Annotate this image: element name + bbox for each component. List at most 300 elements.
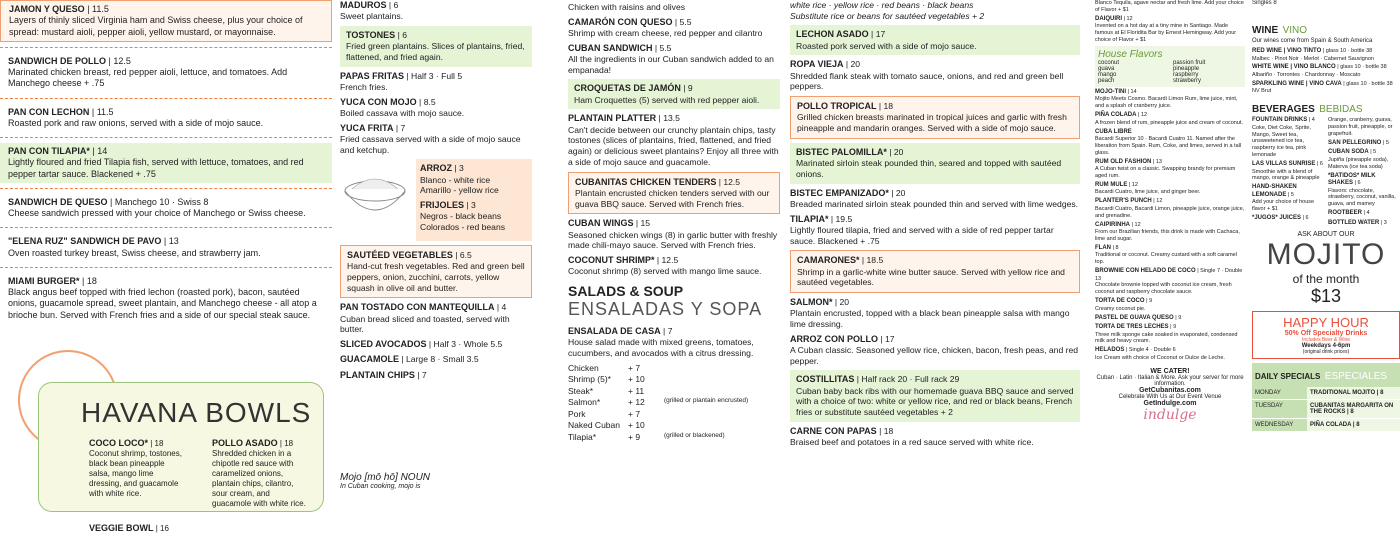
menu-item: COCO LOCO* | 18 Coconut shrimp, tostones, black bean pineapple salsa, mango lime dressing, and guacamole with white rice. (81, 435, 192, 512)
menu-item: LAS VILLAS SUNRISE | 6 Smoothie with a blend of mango, orange & pineapple (1252, 161, 1323, 182)
flavor-list (1098, 60, 1242, 84)
rice-beans-section (340, 159, 532, 240)
menu-item: COSTILLITAS | Half rack 20 · Full rack 29 Cuban baby back ribs with our homemade guava BBQ sauce and served with a choice of two: white or yellow rice, and red or black beans, French fries or substitute sautéed vegetables + 2 (790, 370, 1080, 421)
item-price: 18 (86, 275, 97, 286)
menu-item: BROWNIE CON HELADO DE COCO | Single 7 · Double 13 Chocolate brownie topped with coconut ice cream, fresh coconut and raspberry chocolate sauce. (1095, 268, 1245, 296)
menu-item: WHITE WINE | VINO BLANCO | glass 10 · bottle 38 Albariño · Torrontes · Chardonnay · Moscato (1252, 64, 1400, 78)
salads-subtitle: ENSALADAS Y SOPA (568, 299, 763, 320)
menu-item: SAN PELLEGRINO | 5 (1328, 139, 1389, 146)
item-name: PAN CON TILAPIA* (8, 146, 90, 156)
rice-bowl-illustration-icon (340, 159, 410, 229)
menu-item: CROQUETAS DE JAMÓN | 9 Ham Croquettes (5) served with red pepper aioli. (568, 79, 780, 109)
item-name: CAMARÓN CON QUESO (568, 16, 673, 27)
item-name: FOUNTAIN DRINKS (1252, 117, 1308, 124)
item-desc: Mojito Meets Cosmo. Bacardi Limon Rum, lime juice, mint, and a splash of cranberry juice. (1095, 96, 1238, 110)
item-name: TOSTONES (346, 29, 396, 40)
item-price: 6 (1357, 180, 1361, 186)
item-price: 5 (1385, 139, 1389, 146)
item-price: 11.5 (92, 4, 109, 14)
item-name: ARROZ CON POLLO (790, 333, 878, 344)
item-desc: Sweet plantains. (340, 11, 404, 22)
item-price: 9 (1149, 298, 1153, 305)
item-name: BISTEC PALOMILLA* (796, 146, 887, 157)
divider (0, 188, 332, 189)
item-name: SAN PELLEGRINO (1328, 139, 1382, 146)
item-name: *JUGOS* JUICES (1252, 215, 1302, 221)
item-price: 5 (1373, 149, 1377, 156)
havana-bowls-box (38, 382, 324, 534)
item-price: 5 (1290, 191, 1294, 198)
special-row (1252, 387, 1400, 400)
indulge-logo: indulge (1143, 406, 1197, 423)
item-desc: Cuban bread sliced and toasted, served with butter. (340, 313, 510, 335)
menu-item: CARNE CON PAPAS | 18 Braised beef and potatoes in a red sauce served with white rice. (790, 426, 1080, 448)
item-price: 6 (393, 0, 399, 10)
divider (0, 227, 332, 228)
item-name: CAMARONES* (797, 255, 860, 266)
sandwich-list (0, 0, 332, 324)
item-name: POLLO TROPICAL (797, 101, 877, 112)
flavor-item: pineapple (1173, 65, 1200, 72)
item-desc: Plantain encrusted chicken tenders served with our guava BBQ sauce. Served with French fries. (575, 187, 770, 209)
item-name: BROWNIE CON HELADO DE COCO (1095, 268, 1196, 274)
item-name: CROQUETAS DE JAMÓN (574, 83, 681, 94)
menu-item: MADUROS | 6 Sweet plantains. (340, 0, 532, 22)
item-name: PAPAS FRITAS (340, 70, 405, 81)
item-desc: Smoothie with a blend of mango, orange & pineapple (1252, 168, 1320, 182)
divider (0, 267, 332, 268)
item-price: 13 (168, 236, 179, 247)
addon-label: Steak* (568, 385, 594, 396)
sides-options: white rice · yellow rice · red beans · black beans (790, 0, 974, 10)
menu-item: PLANTAIN PLATTER | 13.5 Can't decide between our crunchy plantain chips, tasty tostones (slices of plantains, fried, flattened, and fried again) or delicious sweet plantains? Enjoy all three with a side of mojo sauce and guacamole. (568, 113, 779, 167)
item-name: PAN CON LECHON (8, 106, 90, 117)
menu-item: ROPA VIEJA | 20 Shredded flank steak with tomato sauce, onions, and red and green bell peppers. (790, 59, 1080, 92)
item-name: YUCA FRITA (340, 122, 394, 133)
item-name: CAIPIRINHA (1095, 221, 1131, 228)
flavor-item: guava (1098, 65, 1115, 72)
menu-item: LECHON ASADO | 17 Roasted pork served with a side of mojo sauce. (790, 25, 1080, 55)
menu-column-wine-beverages (1252, 0, 1400, 500)
item-price: 20 (895, 187, 906, 198)
menu-item: PAN CON LECHON | 11.5 Roasted pork and raw onions, served with a side of mojo sauce. (0, 104, 332, 133)
menu-item: PASTEL DE GUAVA QUESO | 9 (1095, 314, 1182, 321)
item-desc: Coconut shrimp, tostones, black bean pineapple salsa, mango lime dressing, and guacamole with white rice. (89, 449, 182, 499)
item-name: BISTEC EMPANIZADO* (790, 187, 889, 198)
menu-item: CAMARONES* | 18.5 Shrimp in a garlic-white wine butter sauce. Served with yellow rice and sautéed vegetables. (790, 250, 1080, 293)
item-name: ROPA VIEJA (790, 59, 844, 70)
item-desc: Grilled chicken breasts marinated in tropical juices and garlic with fresh pineapple and mandarin oranges. Served with a side of mojo sauce. (797, 112, 1067, 134)
item-desc: Shrimp with cream cheese, red pepper and cilantro (568, 27, 763, 38)
item-name: CARNE CON PAPAS (790, 425, 877, 436)
item-desc: Breaded marinated sirloin steak pounded thin and served with lime wedges. (790, 198, 1079, 209)
salads-title: SALADS & SOUP (568, 283, 684, 300)
menu-item: MIAMI BURGER* | 18 Black angus beef topped with fried lechon (roasted pork), bacon, sautéed onions, guacamole spread, sweet plantain, and Manchego cheese - all atop a brioche bun. Served with French fries and a side of our special steak sauce. (0, 273, 332, 324)
special-value: CUBANITAS MARGARITA ON THE ROCKS | 8 (1307, 400, 1400, 418)
singles-note: Singles 8 (1252, 0, 1277, 6)
arroz-item: ARROZ | 3 Blanco - white rice Amarillo - yellow rice (420, 163, 499, 196)
mojito-promo: ASK ABOUT OUR MOJITO of the month $13 (1266, 231, 1386, 307)
addon-label: Pork (568, 408, 586, 419)
item-name: "ELENA RUZ" SANDWICH DE PAVO (8, 236, 162, 247)
item-name: COCONUT SHRIMP* (568, 255, 655, 266)
item-price: 5.5 (679, 16, 692, 27)
menu-item: GUACAMOLE | Large 8 · Small 3.5 (340, 354, 479, 365)
item-name: PLANTAIN PLATTER (568, 113, 657, 124)
addon-row (568, 409, 780, 420)
menu-column-entrees (790, 0, 1080, 500)
item-desc: Blanco Tequila, agave nectar and fresh lime. Add your choice of Flavor + $1 (1095, 0, 1244, 13)
item-name: SALMON* (790, 297, 833, 308)
item-desc: From our Brazilian friends, this drink is made with Cachaca, lime and sugar. (1095, 229, 1240, 242)
menu-item: SALMON* | 20 Plantain encrusted, topped with a black bean pineapple salsa with mango lime dressing. (790, 297, 1080, 330)
item-name: COSTILLITAS (796, 374, 855, 385)
item-name: MADUROS (340, 0, 387, 10)
item-desc: Seasoned chicken wings (8) in garlic butter with freshly made chili-mayo sauce. Served with French fries. (568, 229, 778, 251)
cocktail-list (1095, 0, 1245, 44)
item-price: Half rack 20 · Full rack 29 (861, 374, 960, 385)
item-price: 14 (97, 146, 108, 156)
menu-item: BISTEC PALOMILLA* | 20 Marinated sirloin steak pounded thin, seared and topped with sautéed onions. (790, 143, 1080, 184)
addon-label: Naked Cuban (568, 420, 620, 431)
item-name: TILAPIA* (790, 213, 829, 224)
item-price: 18 (284, 439, 294, 448)
item-name: MOJO-TINI (1095, 88, 1126, 95)
menu-item: POLLO ASADO | 18 Shredded chicken in a chipotle red sauce with caramelized onions, plantain chips, cilantro, sour cream, and guacamole with white rice. (212, 438, 306, 509)
menu-item: SANDWICH DE POLLO | 12.5 Marinated chicken breast, red pepper aioli, lettuce, and tomatoes. Add Manchego cheese + .75 (0, 53, 332, 93)
menu-item: POLLO TROPICAL | 18 Grilled chicken breasts marinated in tropical juices and garlic with fresh pineapple and mandarin oranges. Served with a side of mojo sauce. (790, 96, 1080, 139)
menu-item: BISTEC EMPANIZADO* | 20 Breaded marinated sirloin steak pounded thin and served with lime wedges. (790, 187, 1079, 209)
item-desc: Cheese sandwich pressed with your choice of Manchego or Swiss cheese. (8, 208, 306, 218)
addon-note: (grilled or blackened) (664, 431, 725, 439)
addon-row (568, 386, 780, 397)
menu-column-sides (340, 0, 532, 500)
menu-item: PAN CON TILAPIA* | 14 Lightly floured and fried Tilapia fish, served with lettuce, tomatoes, and red pepper tartar sauce. Blackened + .75 (0, 143, 332, 183)
item-name: RUM MULE (1095, 181, 1128, 188)
menu-item: PLANTER'S PUNCH | 12 Bacardi Cuatro, Bacardi Limon, pineapple juice, orange juice, and grenadine. (1095, 198, 1245, 219)
item-desc: Orange, cranberry, guava, passion fruit, pineapple, or grapefruit. (1328, 117, 1393, 137)
menu-item: CAMARÓN CON QUESO | 5.5 Shrimp with cream cheese, red pepper and cilantro (568, 17, 780, 39)
item-desc: Shredded chicken in a chipotle red sauce with caramelized onions, plantain chips, cilantro, sour cream, and guacamole with white rice. (212, 449, 306, 509)
item-desc: Marinated sirloin steak pounded thin, seared and topped with sautéed onions. (796, 158, 1062, 179)
menu-column-sandwiches (0, 0, 332, 534)
item-desc: Shredded flank steak with tomato sauce, onions, and red and green bell peppers. (790, 70, 1064, 92)
menu-item: CUBAN SODA | 5 Jupiña (pineapple soda), Materva (ice tea soda) (1328, 149, 1400, 170)
item-desc: A Cuban classic. Seasoned yellow rice, chicken, bacon, fresh peas, and red pepper. (790, 345, 1079, 366)
daily-specials-header: DAILY SPECIALS ESPECIALES (1252, 363, 1400, 387)
item-desc: All the ingredients in our Cuban sandwich added to an empanada! (568, 53, 774, 75)
menu-item: *JUGOS* JUICES | 6 Orange, cranberry, guava, passion fruit, pineapple, or grapefruit. (1252, 117, 1400, 227)
addon-row (568, 432, 780, 443)
item-desc: Traditional or coconut. Creamy custard with a soft caramel top. (1095, 252, 1237, 266)
menu-item: TORTA DE TRES LECHES | 9 Three milk sponge cake soaked in evaporated, condensed milk and heavy cream. (1095, 324, 1245, 345)
item-price: 4 (1311, 117, 1315, 124)
item-desc: A Cuban twist on a classic. Swapping brandy for premium aged rum. (1095, 166, 1236, 179)
addon-row (568, 397, 780, 408)
item-price: 19.5 (835, 213, 853, 224)
item-name: SANDWICH DE QUESO (8, 196, 108, 207)
addon-price: + 10 (628, 374, 645, 385)
item-name: RED WINE | VINO TINTO (1252, 48, 1322, 54)
addon-label: Chicken (568, 362, 599, 373)
house-flavors-box: House Flavors coconut guava mango peach passion fruit pineapple raspberry strawberry (1095, 46, 1245, 87)
item-name: ROOTBEER (1328, 210, 1363, 217)
menu-item: CUBAN SANDWICH | 5.5 All the ingredients in our Cuban sandwich added to an empanada! (568, 43, 780, 76)
wine-list (1252, 48, 1400, 95)
item-desc: Bacardi Cuatro, lime juice, and ginger beer. (1095, 189, 1201, 196)
item-desc: Coconut shrimp (8) served with mango lime sauce. (568, 266, 762, 277)
menu-item: PAPAS FRITAS | Half 3 · Full 5 French fries. (340, 71, 532, 93)
item-name: JAMON Y QUESO (9, 4, 85, 14)
item-desc: Malbec · Pinot Noir · Merlot · Cabernet Sauvignon (1252, 55, 1374, 62)
item-name: CUBAN SODA (1328, 149, 1369, 156)
item-name: CUBAN SANDWICH (568, 42, 653, 53)
divider (0, 98, 332, 99)
addon-label: Salmon* (568, 397, 601, 408)
menu-item: ARROZ CON POLLO | 17 A Cuban classic. Seasoned yellow rice, chicken, bacon, fresh peas, and red pepper. (790, 333, 1079, 366)
item-price: Single 4 · Double 6 (1128, 347, 1176, 354)
menu-item: VEGGIE BOWL | 16 (89, 523, 169, 534)
menu-item: HAND-SHAKEN LEMONADE | 5 Add your choice of house flavor + $1 (1252, 184, 1324, 213)
havana-bowls-title: HAVANA BOWLS (81, 397, 312, 428)
wine-section: WINE VINO Our wines come from Spain & South America RED WINE | VINO TINTO | glass 10 · bottle 38 Malbec · Pinot Noir · Merlot · Cabernet Sauvignon WHITE WINE | VINO BLANCO | glass 10 · bottle 38 Albariño · Torrontes · Chardonnay · Moscato SPARKLING WINE | VINO CAVA | glass 10 · bottle 38 NV Brut (1252, 20, 1400, 96)
menu-item: JAMON Y QUESO | 11.5 Layers of thinly sliced Virginia ham and Swiss cheese, plus your choice of spread: mustard aioli, pepper aioli, yellow mustard, or mayonnaise. (0, 0, 332, 42)
beverage-list (1252, 117, 1400, 227)
item-desc: Coke, Diet Coke, Sprite, Mango, Sweet tea, unsweetened ice tea, raspberry ice tea, pink lemonade (1252, 124, 1311, 159)
beverages-section: BEVERAGES BEBIDAS FOUNTAIN DRINKS | 4 Coke, Diet Coke, Sprite, Mango, Sweet tea, unsweetened ice tea, raspberry ice tea, pink lemonade LAS VILLAS SUNRISE | 6 Smoothie with a blend of mango, orange & pineapple HAND-SHAKEN LEMONADE | 5 Add your choice of house flavor + $1 *JUGOS* JUICES | 6 Orange, cranberry, guava, passion fruit, pineapple, or grapefruit. SAN PELLEGRINO | 5 CUBAN SODA | 5 Jupiña (pineapple soda), Materva (ice tea soda) *BATIDOS* MILK SHAKES | 6 Flavors: chocolate, strawberry, coconut, vanilla, guava, and mamey ROOTBEER | 4 BOTTLED WATER | 3 (1252, 99, 1400, 227)
item-name: *BATIDOS* MILK SHAKES (1328, 172, 1376, 186)
menu-item (1095, 0, 1245, 14)
menu-column-drinks-desserts (1095, 0, 1245, 500)
item-price: 17 (885, 333, 895, 344)
item-price: 4 (501, 302, 507, 313)
item-name: SPARKLING WINE | VINO CAVA (1252, 80, 1342, 87)
catering-section: WE CATER! Cuban · Latin · Italian & More. Ask your server for more information. GetCubanitas.com Celebrate With Us at Our Event Venue GetIndulge.com indulge (1096, 367, 1244, 423)
addon-label: Tilapia* (568, 431, 597, 442)
special-day: WEDNESDAY (1252, 419, 1307, 431)
item-desc: Three milk sponge cake soaked in evaporated, condensed milk and heavy cream. (1095, 331, 1238, 345)
item-price: 5.5 (659, 42, 672, 53)
addon-price: + 12 (628, 397, 645, 408)
item-price: 11.5 (96, 106, 114, 117)
item-name: PIÑA COLADA (1095, 112, 1137, 119)
item-price: Large 8 · Small 3.5 (406, 354, 479, 365)
menu-item: MOJO-TINI | 14 Mojito Meets Cosmo. Bacardi Limon Rum, lime juice, mint, and a splash of cranberry juice. (1095, 89, 1245, 110)
item-name: PAN TOSTADO CON MANTEQUILLA (340, 302, 495, 313)
special-day: TUESDAY (1252, 400, 1307, 418)
item-price: 12 (1140, 112, 1148, 119)
item-price: 4 (1366, 210, 1370, 217)
item-name: CUBA LIBRE (1095, 128, 1132, 135)
daily-specials-list (1252, 387, 1400, 432)
item-name: POLLO ASADO (212, 438, 278, 448)
addon-row (568, 374, 780, 385)
item-name: RUM OLD FASHION (1095, 158, 1152, 165)
menu-item: BOTTLED WATER | 3 (1328, 219, 1387, 226)
addon-price: + 7 (628, 362, 641, 373)
item-desc: A frozen blend of rum, pineapple juice and cream of coconut. (1095, 119, 1243, 126)
item-name: CUBAN WINGS (568, 218, 634, 229)
flavor-item: peach (1098, 77, 1115, 84)
item-price: 7 (400, 122, 406, 133)
item-price: 13.5 (663, 113, 680, 124)
item-price: 17 (875, 29, 886, 40)
item-desc: Black angus beef topped with fried lechon (roasted pork), bacon, sautéed onions, guacamole spread, sweet plantain, and Manchego cheese - all atop a brioche bun. Served with French fries and a side of our special steak sauce. (8, 287, 317, 320)
item-price: Half 3 · Full 5 (411, 70, 463, 81)
addon-price: + 9 (628, 431, 641, 442)
item-desc: Can't decide between our crunchy plantain chips, tasty tostones (slices of plantains, fried, flattened, and fried again) or delicious sweet plantains? Enjoy all three with a side of mojo sauce and guacamole. (568, 124, 779, 167)
item-price: 16 (160, 524, 169, 534)
item-price: 12 (1131, 181, 1138, 188)
item-desc: Jupiña (pineapple soda), Materva (ice tea soda) (1328, 156, 1389, 170)
menu-item: RED WINE | VINO TINTO | glass 10 · bottle 38 Malbec · Pinot Noir · Merlot · Cabernet Sauvignon (1252, 48, 1400, 62)
item-price: 6 (1305, 215, 1309, 221)
flavor-item: mango (1098, 71, 1117, 78)
item-desc: Cuban baby back ribs with our homemade guava BBQ sauce and served with a choice of two: white or yellow rice, and red or black beans, French fries or substitute sautéed vegetables + 2 (796, 385, 1074, 418)
menu-item: CUBAN WINGS | 15 Seasoned chicken wings (8) in garlic butter with freshly made chili-mayo sauce. Served with French fries. (568, 218, 780, 251)
flavor-item: strawberry (1173, 77, 1202, 84)
item-name: PLANTAIN CHIPS (340, 369, 415, 380)
menu-item: RUM MULE | 12 Bacardi Cuatro, lime juice, and ginger beer. (1095, 182, 1245, 196)
item-desc: Roasted pork and raw onions, served with a side of mojo sauce. (8, 117, 264, 128)
substitute-note: Substitute rice or beans for sautéed vegetables + 2 (790, 10, 985, 21)
entree-list (790, 25, 1080, 447)
havana-bowls-list (81, 435, 315, 542)
item-price: 18.5 (866, 255, 884, 266)
item-desc: Albariño · Torrontes · Chardonnay · Moscato (1252, 71, 1361, 78)
item-price: 6 (402, 29, 407, 40)
item-name: LECHON ASADO (796, 29, 869, 40)
item-price: Manchego 10 · Swiss 8 (114, 196, 209, 207)
menu-item: YUCA CON MOJO | 8.5 Boiled cassava with mojo sauce. (340, 97, 532, 119)
menu-item: CAIPIRINHA | 12 From our Brazilian friends, this drink is made with Cachaca, lime and sugar. (1095, 222, 1245, 243)
addon-row (568, 363, 780, 374)
item-price: 7 (421, 369, 427, 380)
item-name: COCO LOCO* (89, 438, 149, 448)
menu-item: CUBANITAS CHICKEN TENDERS | 12.5 Plantain encrusted chicken tenders served with our guava BBQ sauce. Served with French fries. (568, 172, 780, 215)
item-desc: NV Brut (1252, 88, 1272, 95)
item-price: glass 10 · bottle 38 (1346, 80, 1393, 87)
mojo-definition: Mojo [mō hō] NOUN In Cuban cooking, mojo is (340, 472, 431, 490)
item-name: SANDWICH DE POLLO (8, 55, 106, 66)
item-price: 6.5 (459, 249, 472, 260)
menu-item: "ELENA RUZ" SANDWICH DE PAVO | 13 Oven roasted turkey breast, Swiss cheese, and strawberry jam. (0, 233, 332, 262)
appetizer-list (568, 17, 780, 277)
event-link[interactable]: GetIndulge.com (1143, 399, 1197, 407)
item-name: YUCA CON MOJO (340, 96, 417, 107)
addon-price: + 7 (628, 408, 641, 419)
item-desc: Flavors: chocolate, strawberry, coconut, vanilla, guava, and mamey (1328, 187, 1396, 208)
item-price: 18 (154, 439, 164, 448)
addon-price: + 11 (628, 385, 645, 396)
sides-list-2 (340, 245, 532, 381)
menu-item: ROOTBEER | 4 (1328, 210, 1370, 217)
item-price: glass 10 · bottle 38 (1325, 48, 1373, 54)
item-desc: Oven roasted turkey breast, Swiss cheese, and strawberry jam. (8, 247, 261, 258)
menu-item: SLICED AVOCADOS | Half 3 · Whole 5.5 (340, 339, 503, 349)
item-name: FLAN (1095, 244, 1111, 251)
item-price: 12 (1126, 15, 1133, 22)
menu-item: SANDWICH DE QUESO | Manchego 10 · Swiss 8 Cheese sandwich pressed with your choice of Manchego or Swiss cheese. (0, 194, 332, 223)
rice-beans-box (416, 159, 532, 240)
menu-item: YUCA FRITA | 7 Fried cassava served with a side of mojo sauce and ketchup. (340, 123, 532, 156)
menu-item: TORTA DE COCO | 9 Creamy coconut pie. (1095, 298, 1245, 312)
item-price: 13 (1155, 158, 1162, 165)
addon-row (568, 420, 780, 431)
item-desc: Lightly floured and fried Tilapia fish, served with lettuce, tomatoes, and red pepper tartar sauce. Blackened + .75 (8, 157, 304, 179)
menu-item: HELADOS | Single 4 · Double 6 Ice Cream with choice of Coconut or Dulce de Leche. (1095, 347, 1245, 361)
item-desc: Fried cassava served with a side of mojo sauce and ketchup. (340, 133, 521, 155)
divider (0, 47, 332, 48)
ensalada-item: ENSALADA DE CASA | 7 House salad made with mixed greens, tomatoes, cucumbers, and avocados with a citrus dressing. (568, 326, 754, 359)
item-price: 12.5 (661, 255, 679, 266)
item-desc: Creamy coconut pie. (1095, 305, 1146, 312)
item-desc: Hand-cut fresh vegetables. Red and green bell peppers, onion, zucchini, carrots, yellow squash in olive oil and butter. (347, 261, 525, 293)
item-name: HAND-SHAKEN LEMONADE (1252, 184, 1297, 198)
menu-item: *BATIDOS* MILK SHAKES | 6 Flavors: chocolate, strawberry, coconut, vanilla, guava, and mamey (1328, 173, 1400, 209)
item-desc: Marinated chicken breast, red pepper aioli, lettuce, and tomatoes. Add Manchego cheese + .75 (8, 67, 288, 89)
item-desc: French fries. (340, 81, 388, 92)
item-name: VEGGIE BOWL (89, 523, 154, 534)
item-price: glass 10 · bottle 38 (1340, 64, 1387, 71)
item-price: 15 (640, 218, 651, 229)
item-price: Half 3 · Whole 5.5 (433, 339, 503, 349)
item-price: 9 (1173, 324, 1177, 330)
frijoles-item: FRIJOLES | 3 Negros - black beans Colorados - red beans (420, 200, 506, 233)
item-desc: Plantain encrusted, topped with a black bean pineapple salsa with mango lime dressing. (790, 308, 1070, 330)
item-name: MIAMI BURGER* (8, 275, 80, 286)
flavor-item: passion fruit (1173, 59, 1206, 66)
menu-item: TILAPIA* | 19.5 Lightly floured tilapia, fried and served with a side of red pepper tartar sauce. Blackened + .75 (790, 214, 1080, 247)
happy-hour-box: HAPPY HOUR 50% Off Specialty Drinks Includes Beer & Wine Weekdays 4-6pm (original drink prices) (1252, 311, 1400, 359)
flavor-item: coconut (1098, 59, 1120, 66)
catering-link[interactable]: GetCubanitas.com (1139, 386, 1201, 394)
item-desc: Add your choice of house flavor + $1 (1252, 199, 1315, 213)
empanada-desc: Chicken with raisins and olives (568, 2, 686, 12)
item-desc: Bacardi Superior 10 · Bacardi Cuatro 11. Named after the liberation from Spain. Rum, Coke, and limes, served in a tall glass. (1095, 136, 1242, 156)
special-value: PIÑA COLADA | 8 (1307, 419, 1400, 431)
item-name: BOTTLED WATER (1328, 219, 1380, 226)
item-desc: Shrimp in a garlic-white wine butter sauce. Served with yellow rice and sautéed vegetables. (797, 266, 1065, 288)
item-price: 6 (1319, 161, 1323, 167)
item-desc: Boiled cassava with mojo sauce. (340, 107, 465, 118)
special-row (1252, 419, 1400, 432)
item-desc: Braised beef and potatoes in a red sauce served with white rice. (790, 437, 1034, 448)
special-value: TRADITIONAL MOJITO | 8 (1307, 387, 1400, 399)
item-price: 18 (883, 425, 894, 436)
menu-item: PAN TOSTADO CON MANTEQUILLA | 4 Cuban bread sliced and toasted, served with butter. (340, 302, 532, 335)
item-price: 20 (893, 146, 904, 157)
menu-item: SAUTÉED VEGETABLES | 6.5 Hand-cut fresh vegetables. Red and green bell peppers, onion, zucchini, carrots, yellow squash in olive oil and butter. (340, 245, 532, 298)
item-price: 12.5 (113, 55, 131, 66)
item-price: 3 (1383, 219, 1387, 226)
item-name: LAS VILLAS SUNRISE (1252, 161, 1316, 167)
divider (0, 137, 332, 138)
salad-addons (568, 363, 780, 443)
special-day: MONDAY (1252, 387, 1307, 399)
item-desc: Fried green plantains. Slices of plantains, fried, flattened, and fried again. (346, 41, 525, 62)
special-row (1252, 400, 1400, 419)
item-name: TORTA DE COCO (1095, 298, 1145, 305)
item-name: CUBANITAS CHICKEN TENDERS (575, 176, 717, 187)
sides-list (340, 0, 532, 155)
item-desc: Layers of thinly sliced Virginia ham and Swiss cheese, plus your choice of spread: mustard aioli, pepper aioli, yellow mustard, or mayonnaise. (9, 15, 303, 37)
item-name: PLANTER'S PUNCH (1095, 198, 1152, 205)
flavor-item: raspberry (1173, 71, 1199, 78)
menu-item: FOUNTAIN DRINKS | 4 Coke, Diet Coke, Sprite, Mango, Sweet tea, unsweetened ice tea, raspberry ice tea, pink lemonade (1252, 117, 1324, 159)
addon-price: + 10 (628, 420, 645, 431)
item-price: 8 (1115, 244, 1119, 251)
